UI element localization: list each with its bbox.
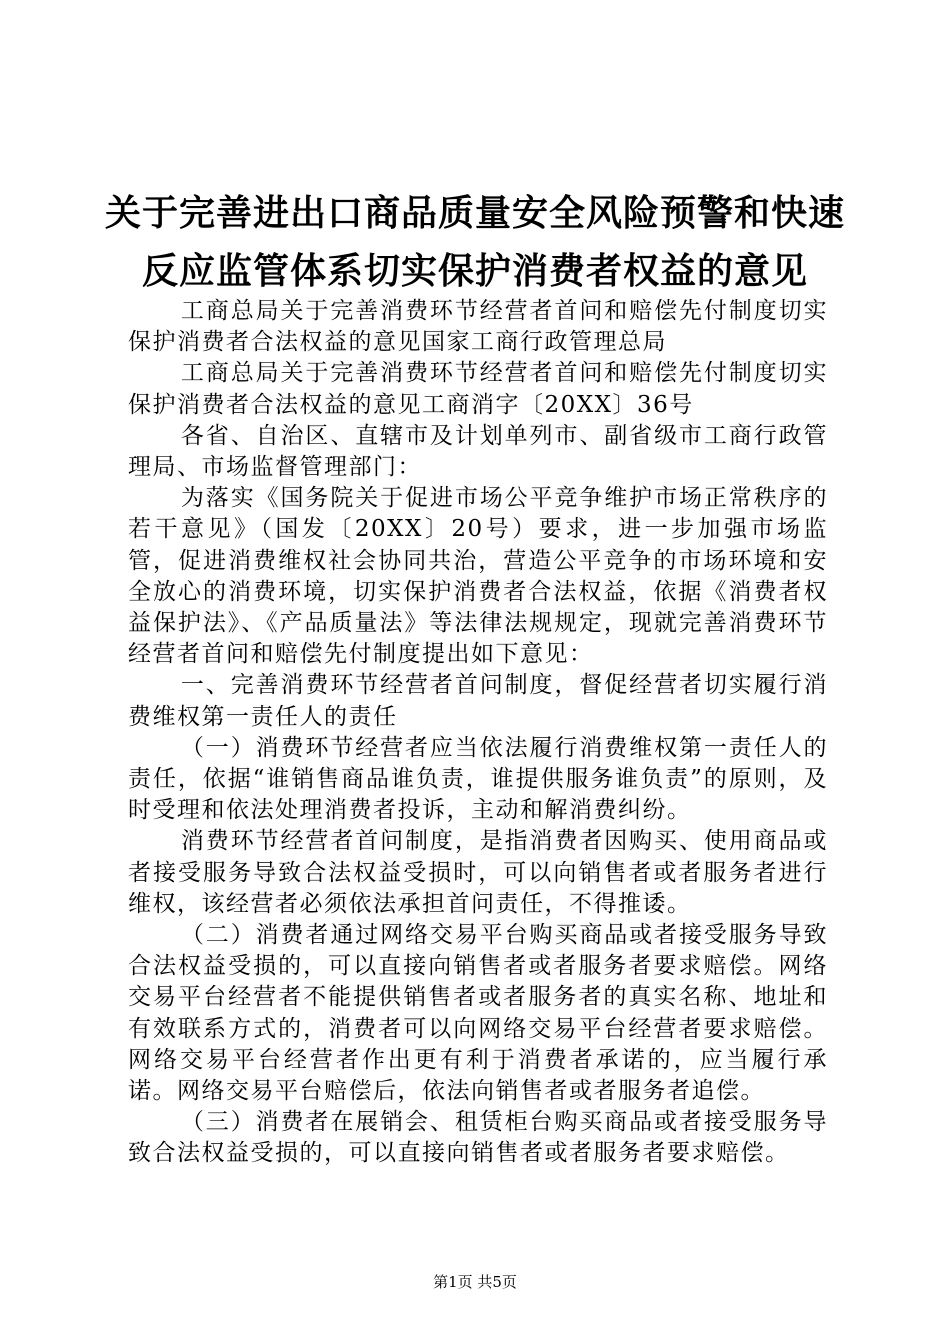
title-line-1: 关于完善进出口商品质量安全风险预警和快速: [104, 193, 845, 234]
paragraph-issuer: 工商总局关于完善消费环节经营者首问和赔偿先付制度切实保护消费者合法权益的意见国家工商行政管理总局: [128, 298, 828, 356]
document-title: [100, 185, 850, 301]
title-line-2: 反应监管体系切实保护消费者权益的意见: [141, 251, 808, 292]
page-footer: 第1页 共5页: [433, 1273, 517, 1291]
paragraph-item-2: （二）消费者通过网络交易平台购买商品或者接受服务导致合法权益受损的，可以直接向销售者或者服务者要求赔偿。网络交易平台经营者不能提供销售者或者服务者的真实名称、地址和有效联系方式的，消费者可以向网络交易平台经营者要求赔偿。网络交易平台经营者作出更有利于消费者承诺的，应当履行承诺。网络交易平台赔偿后，依法向销售者或者服务者追偿。: [128, 922, 828, 1105]
document-body: [128, 296, 828, 1170]
paragraph-preamble: 为落实《国务院关于促进市场公平竞争维护市场正常秩序的若干意见》（国发〔20XX〕20号）要求，进一步加强市场监管，促进消费维权社会协同共治，营造公平竞争的市场环境和安全放心的消费环境，切实保护消费者合法权益，依据《消费者权益保护法》、《产品质量法》等法律法规规定，现就完善消费环节经营者首问和赔偿先付制度提出如下意见：: [128, 485, 828, 668]
paragraph-item-1: （一）消费环节经营者应当依法履行消费维权第一责任人的责任，依据“谁销售商品谁负责，谁提供服务谁负责”的原则，及时受理和依法处理消费者投诉，主动和解消费纠纷。: [128, 734, 828, 824]
paragraph-addressee: 各省、自治区、直辖市及计划单列市、副省级市工商行政管理局、市场监督管理部门：: [128, 422, 828, 481]
section-heading-1: 一、完善消费环节经营者首问制度，督促经营者切实履行消费维权第一责任人的责任: [128, 672, 828, 730]
paragraph-item-3: （三）消费者在展销会、租赁柜台购买商品或者接受服务导致合法权益受损的，可以直接向销售者或者服务者要求赔偿。: [128, 1109, 828, 1167]
paragraph-doc-number: 工商总局关于完善消费环节经营者首问和赔偿先付制度切实保护消费者合法权益的意见工商消字〔20XX〕36号: [128, 360, 828, 418]
paragraph-definition: 消费环节经营者首问制度，是指消费者因购买、使用商品或者接受服务导致合法权益受损时，可以向销售者或者服务者进行维权，该经营者必须依法承担首问责任，不得推诿。: [128, 828, 828, 917]
